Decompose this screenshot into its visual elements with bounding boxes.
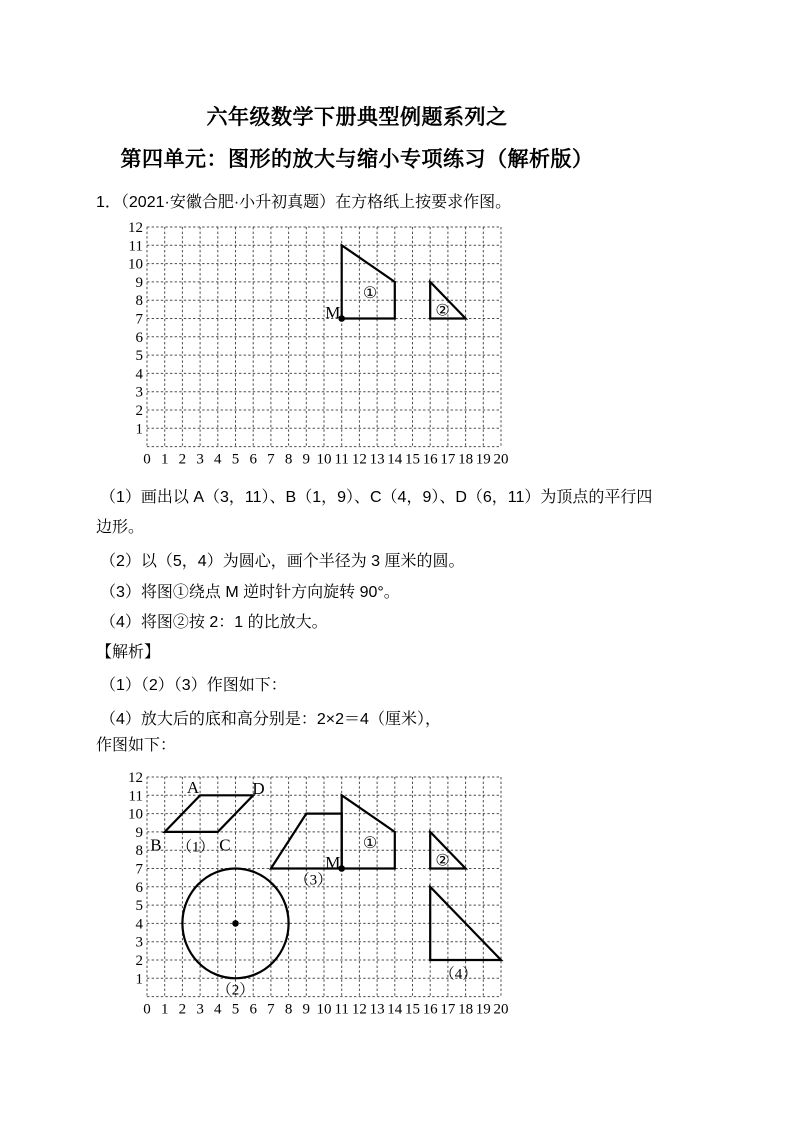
x-axis-tick: 12 xyxy=(351,1001,367,1018)
y-axis-tick: 10 xyxy=(128,806,144,823)
x-axis-tick: 6 xyxy=(249,451,257,468)
text-line: （2）以（5，4）为圆心，画个半径为 3 厘米的圆。 xyxy=(100,553,465,570)
y-axis-tick: 4 xyxy=(135,366,144,383)
y-axis-tick: 4 xyxy=(135,916,144,933)
x-axis-tick: 19 xyxy=(475,451,491,468)
x-axis-tick: 9 xyxy=(302,1001,311,1018)
x-axis-tick: 19 xyxy=(475,1001,491,1018)
x-axis-tick: 12 xyxy=(351,451,367,468)
y-axis-tick: 9 xyxy=(135,824,144,841)
x-axis-tick: 2 xyxy=(178,451,187,468)
x-axis-tick: 20 xyxy=(493,1001,509,1018)
y-axis-tick: 10 xyxy=(128,256,144,273)
x-axis-tick: 8 xyxy=(284,1001,293,1018)
worksheet-title: 六年级数学下册典型例题系列之 xyxy=(206,106,508,129)
x-axis-tick: 1 xyxy=(160,451,169,468)
y-axis-tick: 2 xyxy=(135,402,144,419)
y-axis-tick: 7 xyxy=(135,311,144,328)
x-axis-tick: 15 xyxy=(405,451,420,468)
y-axis-tick: 1 xyxy=(135,421,144,438)
x-axis-tick: 18 xyxy=(458,1001,474,1018)
x-axis-tick: 20 xyxy=(493,451,509,468)
y-axis-tick: 7 xyxy=(135,861,144,878)
problem-statement: 1．（2021·安徽合肥·小升初真题）在方格纸上按要求作图。 xyxy=(96,194,512,211)
x-axis-tick: 7 xyxy=(267,1001,275,1018)
text-line: （1）（2）（3）作图如下： xyxy=(100,677,287,694)
x-axis-tick: 3 xyxy=(196,1001,204,1018)
x-axis-tick: 11 xyxy=(334,1001,349,1018)
y-axis-tick: 2 xyxy=(135,952,144,969)
x-axis-tick: 5 xyxy=(231,451,240,468)
y-axis-tick: 8 xyxy=(135,843,144,860)
y-axis-tick: 6 xyxy=(135,329,144,346)
figure-label: （2） xyxy=(216,982,255,999)
y-axis-tick: 8 xyxy=(135,293,144,310)
worksheet-subtitle: 第四单元：图形的放大与缩小专项练习（解析版） xyxy=(120,148,594,171)
figure-label: M xyxy=(325,302,341,322)
text-line: （4）将图②按 2：1 的比放大。 xyxy=(100,614,328,631)
x-axis-tick: 18 xyxy=(458,451,474,468)
text-line: 【解析】 xyxy=(96,644,161,661)
x-axis-tick: 14 xyxy=(387,451,403,468)
x-axis-tick: 8 xyxy=(284,451,293,468)
x-axis-tick: 16 xyxy=(422,451,438,468)
x-axis-tick: 17 xyxy=(440,1001,456,1018)
x-axis-tick: 13 xyxy=(369,451,385,468)
answer-grid-figure xyxy=(117,770,511,1022)
x-axis-tick: 0 xyxy=(143,451,151,468)
figure-label: B xyxy=(150,835,162,855)
x-axis-tick: 4 xyxy=(214,1001,222,1018)
x-axis-tick: 16 xyxy=(422,1001,438,1018)
text-line: （4）放大后的底和高分别是：2×2＝4（厘米）， xyxy=(100,711,441,728)
figure-label: （4） xyxy=(439,966,478,983)
figure-label: A xyxy=(186,777,200,797)
x-axis-tick: 4 xyxy=(214,451,222,468)
point-marker xyxy=(232,920,239,927)
y-axis-tick: 9 xyxy=(135,274,144,291)
y-axis-tick: 3 xyxy=(135,934,144,951)
text-line: （3）将图①绕点 M 逆时针方向旋转 90°。 xyxy=(100,584,400,601)
x-axis-tick: 10 xyxy=(316,1001,332,1018)
figure-label: ① xyxy=(362,284,378,302)
x-axis-tick: 0 xyxy=(143,1001,151,1018)
x-axis-tick: 2 xyxy=(178,1001,187,1018)
x-axis-tick: 14 xyxy=(387,1001,403,1018)
x-axis-tick: 17 xyxy=(440,451,456,468)
x-axis-tick: 15 xyxy=(405,1001,420,1018)
figure-label: D xyxy=(252,778,265,798)
y-axis-tick: 5 xyxy=(135,348,144,365)
y-axis-tick: 6 xyxy=(135,879,144,896)
x-axis-tick: 7 xyxy=(267,451,275,468)
y-axis-tick: 12 xyxy=(128,770,144,786)
x-axis-tick: 5 xyxy=(231,1001,240,1018)
x-axis-tick: 6 xyxy=(249,1001,257,1018)
y-axis-tick: 11 xyxy=(128,238,144,255)
x-axis-tick: 13 xyxy=(369,1001,385,1018)
y-axis-tick: 3 xyxy=(135,384,144,401)
y-axis-tick: 12 xyxy=(128,220,144,236)
figure-label: ① xyxy=(362,834,378,852)
figure-label: （1） xyxy=(176,839,215,856)
x-axis-tick: 11 xyxy=(334,451,349,468)
x-axis-tick: 10 xyxy=(316,451,332,468)
figure-label: ② xyxy=(435,302,450,320)
y-axis-tick: 5 xyxy=(135,898,144,915)
problem-grid-figure xyxy=(117,220,511,472)
text-line: 作图如下： xyxy=(96,737,177,754)
figure-label: M xyxy=(325,852,341,872)
y-axis-tick: 1 xyxy=(135,971,144,988)
figure-label: （3） xyxy=(294,872,333,889)
x-axis-tick: 9 xyxy=(302,451,311,468)
x-axis-tick: 1 xyxy=(160,1001,169,1018)
y-axis-tick: 11 xyxy=(128,788,144,805)
x-axis-tick: 3 xyxy=(196,451,204,468)
figure-label: ② xyxy=(435,852,450,870)
text-line: （1）画出以 A（3，11）、B（1，9）、C（4，9）、D（6，11）为顶点的平行四 xyxy=(100,489,653,506)
figure-label: C xyxy=(219,835,231,855)
text-line: 边形。 xyxy=(96,519,145,536)
